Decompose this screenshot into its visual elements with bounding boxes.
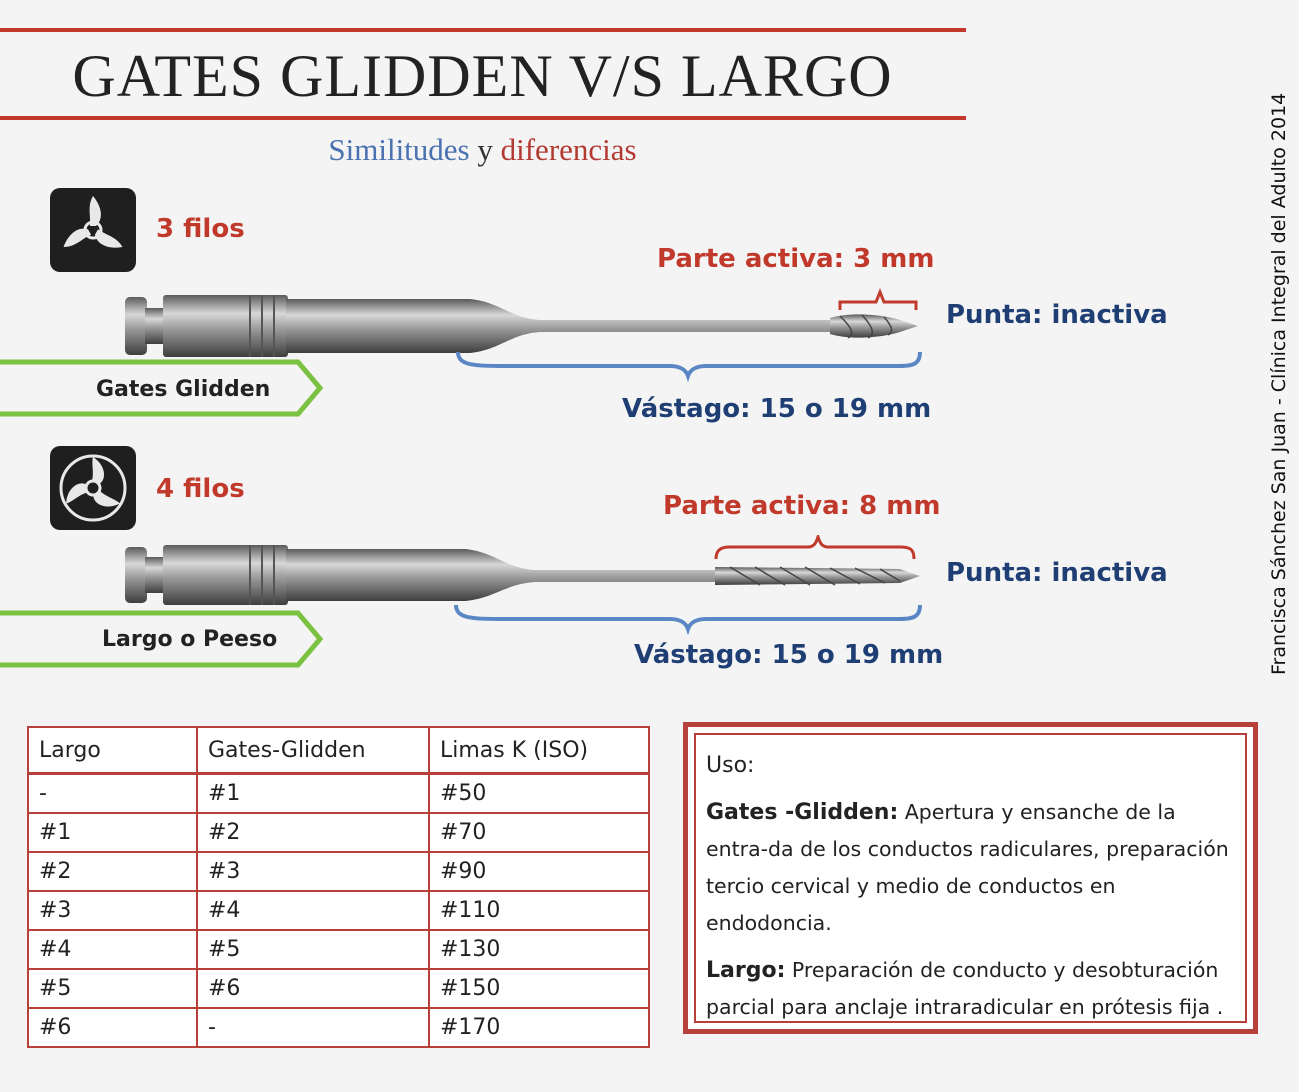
table-header-cell: Limas K (ISO) [429,727,649,774]
largo-peeso-instrument [0,535,940,675]
table-row [28,1008,649,1047]
four-blade-cross-section-icon [50,446,136,530]
subtitle-similitudes: Similitudes [328,132,470,167]
table-cell: #6 [197,969,429,1008]
table-cell: #5 [28,969,197,1008]
table-cell: - [28,774,197,814]
table-cell: #130 [429,930,649,969]
table-cell: #110 [429,891,649,930]
gates-shank-label: Vástago: 15 o 19 mm [622,394,932,424]
table-cell: #3 [28,891,197,930]
table-row [28,774,649,814]
table-header-cell: Gates-Glidden [197,727,429,774]
usage-heading: Uso: [706,753,755,778]
top-rule [0,28,966,32]
size-equivalence-table [27,726,650,1048]
table-row [28,930,649,969]
table-cell: #1 [28,813,197,852]
usage-largo-paragraph [706,952,1235,1026]
table-row [28,891,649,930]
title-underline [0,116,966,120]
table-header-row [28,727,649,774]
table-cell: #2 [28,852,197,891]
table-row [28,852,649,891]
subtitle-diferencias: diferencias [500,132,637,167]
table-cell: #4 [197,891,429,930]
largo-active-part-label: Parte activa: 8 mm [663,491,941,521]
gates-active-part-label: Parte activa: 3 mm [657,244,935,274]
table-cell: #170 [429,1008,649,1047]
page-title: GATES GLIDDEN V/S LARGO [72,43,893,109]
gates-flutes-label: 3 filos [156,214,245,244]
three-blade-cross-section-icon [50,188,136,272]
subtitle-join: y [477,132,493,167]
largo-flutes-label: 4 filos [156,474,245,504]
table-cell: - [197,1008,429,1047]
table-row [28,969,649,1008]
gates-tag-label: Gates Glidden [96,377,271,402]
table-cell: #50 [429,774,649,814]
author-credit: Francisca Sánchez San Juan - Clínica Integral del Adulto 2014 [1268,92,1290,675]
table-header-cell: Largo [28,727,197,774]
usage-gates-text: Apertura y ensanche de la entra-da de los conductos radiculares, preparación tercio cervical y medio de conductos en endodoncia. [706,800,1229,935]
page-subtitle [0,132,965,168]
usage-largo-label: Largo: [706,958,786,983]
usage-gates-paragraph [706,794,1235,942]
usage-box [683,722,1258,1034]
usage-gates-label: Gates -Glidden: [706,800,899,825]
usage-largo-text: Preparación de conducto y desobturación parcial para anclaje intraradicular en prótesis fija . [706,958,1224,1019]
table-cell: #150 [429,969,649,1008]
usage-box-inner [694,733,1247,1023]
gates-glidden-instrument [0,280,940,430]
table-cell: #2 [197,813,429,852]
usage-text [706,747,1235,1036]
table-row [28,813,649,852]
largo-shank-label: Vástago: 15 o 19 mm [634,640,944,670]
table-cell: #3 [197,852,429,891]
table-cell: #6 [28,1008,197,1047]
table-cell: #70 [429,813,649,852]
table-cell: #5 [197,930,429,969]
largo-tip-label: Punta: inactiva [946,558,1168,588]
gates-tip-label: Punta: inactiva [946,300,1168,330]
table-cell: #1 [197,774,429,814]
largo-tag-label: Largo o Peeso [102,627,278,652]
table-cell: #90 [429,852,649,891]
table-cell: #4 [28,930,197,969]
